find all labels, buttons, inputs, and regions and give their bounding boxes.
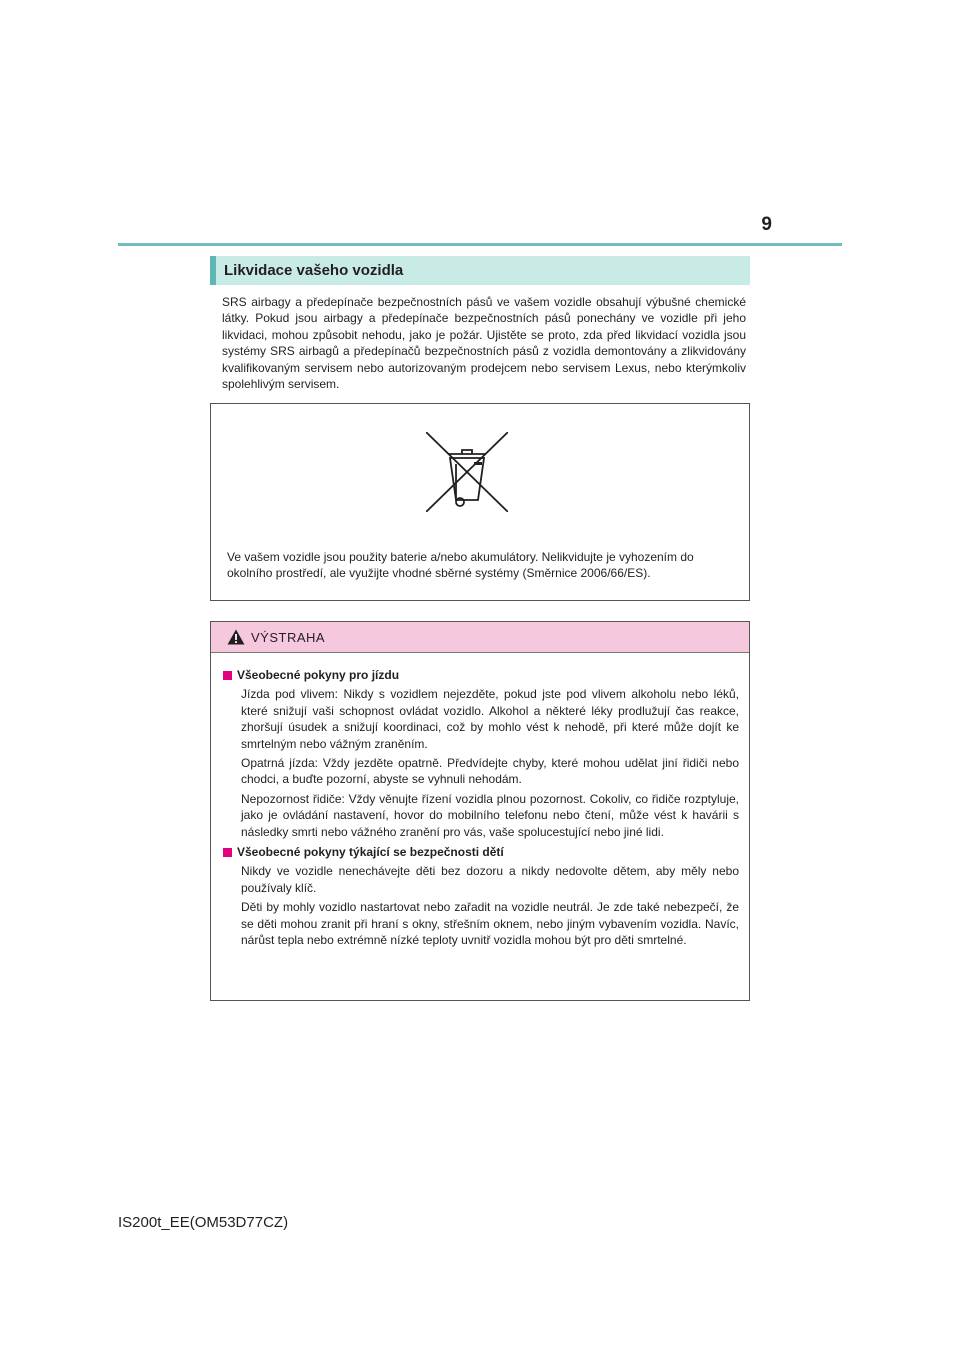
battery-disposal-box	[210, 403, 750, 601]
bullet-heading	[223, 844, 739, 860]
intro-paragraph: SRS airbagy a předepínače bezpečnostních pásů ve vašem vozidle obsahují výbušné chemické látky. Pokud jsou airbagy a předepínače bezpečnostních pásů ponechány ve vozidle při jeho likvidaci, mohou způsobit nehodu, jako je požár. Ujistěte se proto, zda před likvidací vozidla jsou systémy SRS airbagů a předepínačů bezpečnostních pásů z vozidla demontovány a zlikvidovány kvalifikovaným servisem nebo autorizovaným prodejcem nebo servisem Lexus, nebo kterýmkoliv spolehlivým servisem.	[222, 295, 746, 392]
bullet-heading-text: Všeobecné pokyny týkající se bezpečnosti dětí	[237, 845, 504, 860]
warning-header	[211, 622, 749, 653]
bullet-heading-text: Všeobecné pokyny pro jízdu	[237, 668, 400, 682]
crossed-out-wheelie-bin-icon	[426, 432, 508, 512]
warning-section-driving	[223, 667, 739, 840]
warning-paragraph: Jízda pod vlivem: Nikdy s vozidlem nejezděte, pokud jste pod vlivem alkoholu nebo léků, které snižují vaši schopnost ovládat vozidlo. Alkohol a některé léky prodlužují čas reakce, zhoršují úsudek a snižují koordinaci, což by mohlo vést k nehodě, při které může dojít ke smrtelným nebo vážným zraněním.	[241, 687, 739, 751]
bullet-heading	[223, 667, 739, 683]
section-title: Likvidace vašeho vozidla	[224, 262, 404, 279]
warning-section-child-safety	[223, 844, 739, 948]
warning-box	[210, 621, 750, 1001]
footer-code: IS200t_EE(OM53D77CZ)	[118, 1214, 289, 1231]
bullet-square-icon	[223, 671, 232, 680]
bullet-square-icon	[223, 848, 232, 857]
warning-paragraph: Nepozornost řidiče: Vždy věnujte řízení vozidla plnou pozornost. Cokoliv, co řidiče rozptyluje, jako je ovládání nastavení, hovor do mobilního telefonu nebo čtení, může vést k havárii s následky smrti nebo vážného zranění pro vás, vaše spolucestující nebo jiné lidi.	[241, 791, 739, 839]
warning-title: VÝSTRAHA	[251, 629, 326, 645]
top-rule	[118, 243, 842, 246]
warning-triangle-icon	[227, 629, 245, 645]
warning-paragraph: Nikdy ve vozidle nenechávejte děti bez dozoru a nikdy nedovolte dětem, aby měly nebo používaly klíč.	[241, 864, 739, 895]
warning-body	[211, 653, 749, 949]
warning-paragraph: Děti by mohly vozidlo nastartovat nebo zařadit na vozidle neutrál. Je zde také nebezpečí, že se děti mohou zranit při hraní s okny, střešním oknem, nebo jiným vybavením vozidla. Navíc, nárůst tepla nebo extrémně nízké teploty uvnitř vozidla mohou být pro děti smrtelné.	[241, 900, 739, 948]
battery-disposal-text: Ve vašem vozidle jsou použity baterie a/nebo akumulátory. Nelikvidujte je vyhozením do okolního prostředí, ale využijte vhodné sběrné systémy (Směrnice 2006/66/ES).	[227, 550, 694, 581]
page-number: 9	[761, 214, 772, 235]
warning-paragraph: Opatrná jízda: Vždy jezděte opatrně. Předvídejte chyby, které mohou udělat jiní řidiči nebo chodci, a buďte pozorní, abyste se vyhnuli nehodám.	[241, 756, 739, 787]
section-header	[210, 256, 750, 285]
